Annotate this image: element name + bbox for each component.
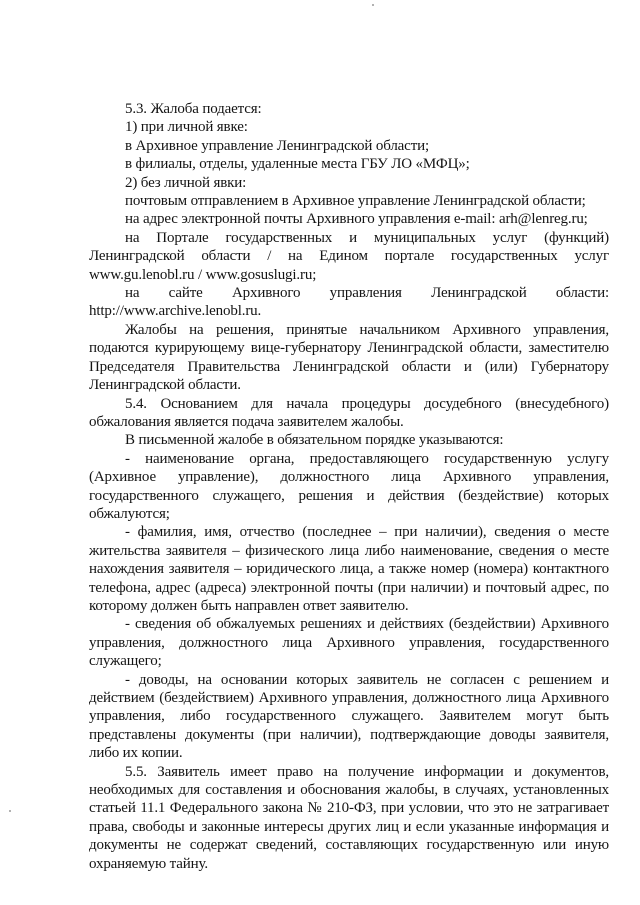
document-body xyxy=(89,100,609,873)
scan-speck xyxy=(372,4,374,6)
list-item-appealed-decisions: - сведения об обжалуемых решениях и действиях (бездействии) Архивного управления, должностного лица Архивного управления, государственного служащего; xyxy=(89,616,609,670)
paragraph-written-complaint: В письменной жалобе в обязательном порядке указываются: xyxy=(125,432,504,449)
scan-speck xyxy=(9,810,11,812)
list-item-remote: 2) без личной явки: xyxy=(125,174,247,191)
paragraph-5-3: 5.3. Жалоба подается: xyxy=(125,101,262,117)
list-item-postal: почтовым отправлением в Архивное управление Ленинградской области; xyxy=(125,193,586,210)
paragraph-complaints-head: Жалобы на решения, принятые начальником Архивного управления, подаются курирующему вице-губернатору Ленинградской области, заместителю Председателя Правительства Ленинградской области и (или) Губернатору Ленинградской области. xyxy=(89,321,609,394)
list-item-arguments: - доводы, на основании которых заявитель не согласен с решением и действием (бездействием) Архивного управления, должностного лица Архивного управления, либо государственного служащего. Заявителем могут быть представлены документы (при наличии), подтверждающие доводы заявителя, либо их копии. xyxy=(89,671,609,762)
paragraph-5-4: 5.4. Основанием для начала процедуры досудебного (внесудебного) обжалования является подача заявителем жалобы. xyxy=(89,395,609,430)
list-item-email: на адрес электронной почты Архивного управления e-mail: arh@lenreg.ru; xyxy=(125,211,588,228)
list-item-in-person: 1) при личной явке: xyxy=(125,119,248,136)
list-item-archive-department: в Архивное управление Ленинградской области; xyxy=(125,137,429,154)
list-item-website: на сайте Архивного управления Ленинградской области: http://www.archive.lenobl.ru. xyxy=(89,285,609,320)
list-item-authority-name: - наименование органа, предоставляющего государственную услугу (Архивное управление), должностного лица Архивного управления, государственного служащего, решения и действия (бездействие) которых обжалуются; xyxy=(89,450,609,522)
list-item-applicant-details: - фамилия, имя, отчество (последнее – при наличии), сведения о месте жительства заявителя – физического лица либо наименование, сведения о месте нахождения заявителя – юридического лица, а также номер (номера) контактного телефона, адрес (адреса) электронной почты (при наличии) и почтовый адрес, по которому должен быть направлен ответ заявителю. xyxy=(89,524,609,614)
list-item-mfc-branches: в филиалы, отделы, удаленные места ГБУ ЛО «МФЦ»; xyxy=(125,156,470,173)
paragraph-5-5: 5.5. Заявитель имеет право на получение информации и документов, необходимых для составления и обоснования жалобы, в случаях, установленных статьей 11.1 Федерального закона № 210-ФЗ, при условии, что это не затрагивает права, свободы и законные интересы других лиц и если указанные информация и документы не содержат сведений, составляющих государственную или иную охраняемую тайну. xyxy=(89,763,609,872)
list-item-portal: на Портале государственных и муниципальных услуг (функций) Ленинградской области / на Едином портале государственных услуг www.gu.lenobl.ru / www.gosuslugi.ru; xyxy=(89,229,609,283)
